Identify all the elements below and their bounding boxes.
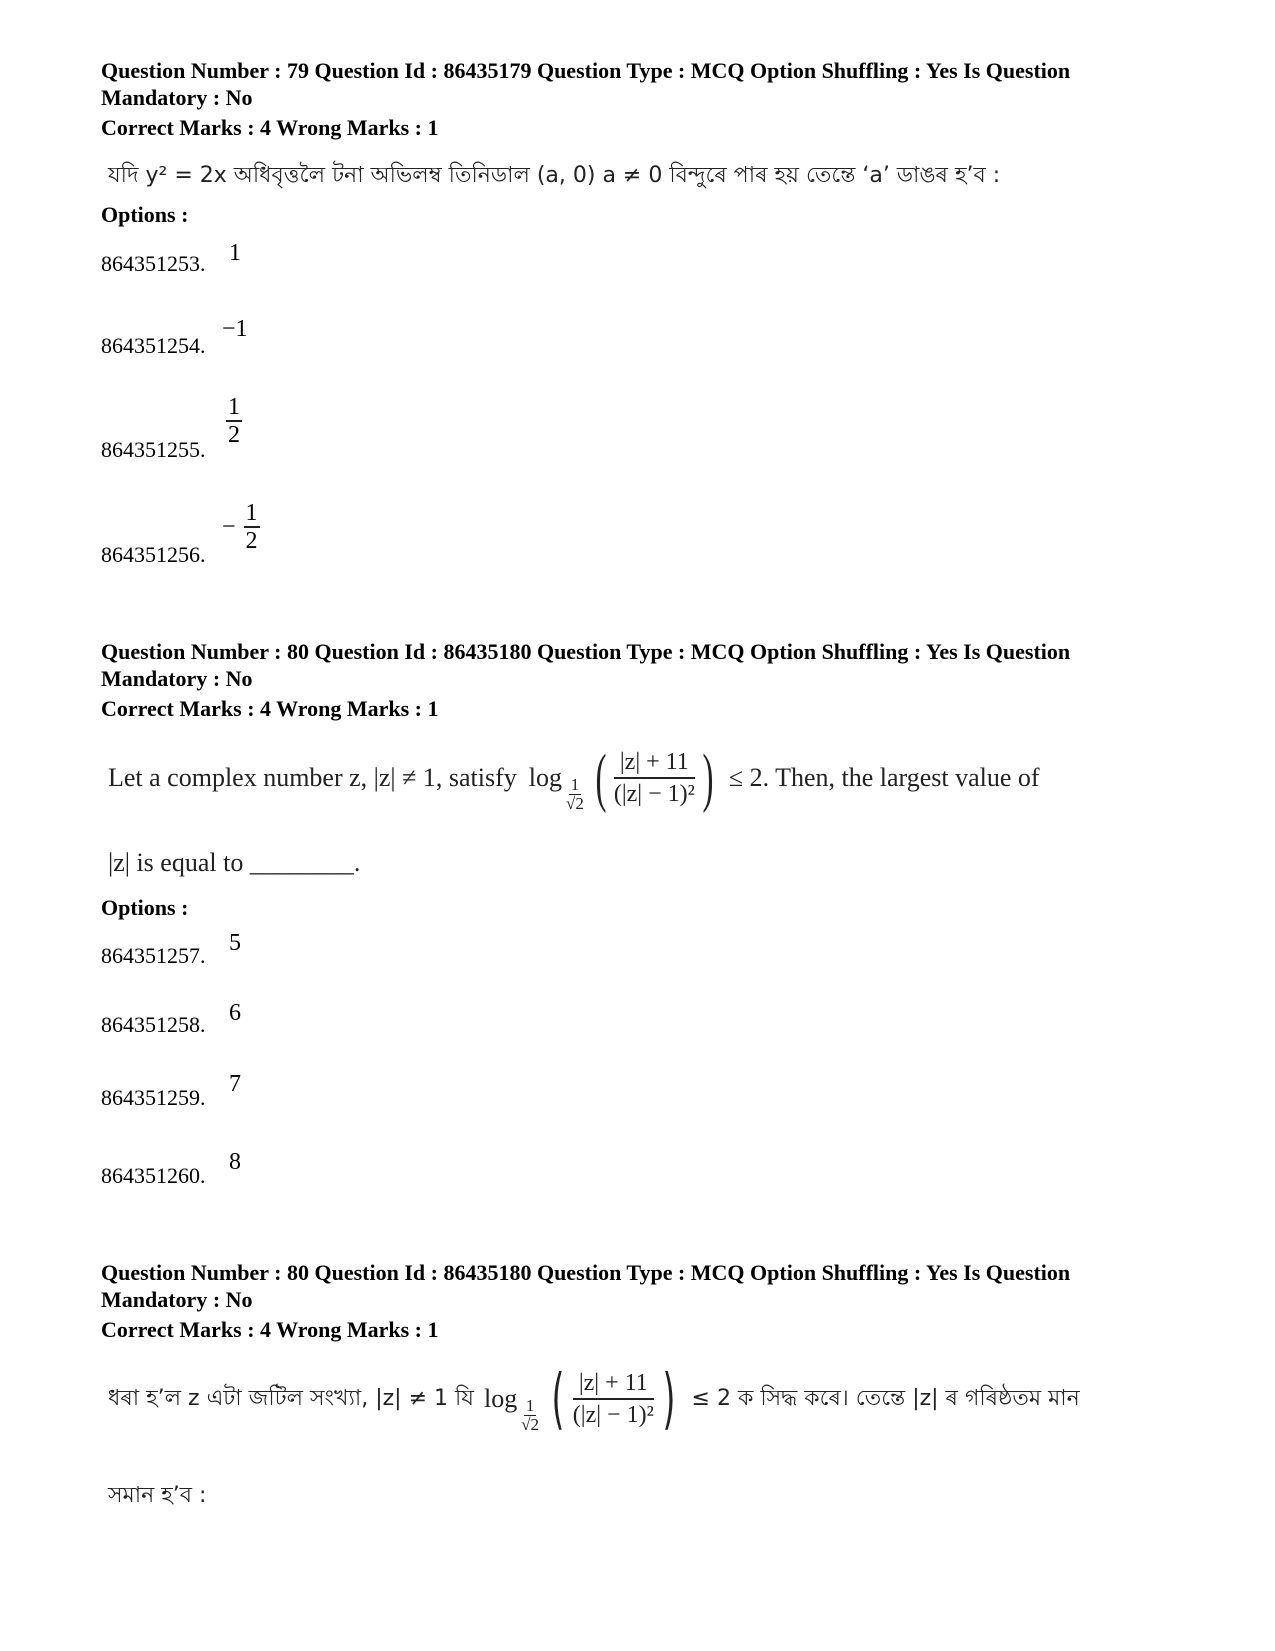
log-base-numerator: 1 [570,774,580,794]
log-base [566,776,584,813]
question-80-assamese-marks: Correct Marks : 4 Wrong Marks : 1 [101,1317,439,1342]
option-id: 864351259. [101,1085,206,1110]
text-pre: Let a complex number z, |z| ≠ 1, satisfy [108,763,517,792]
question-79-options-label: Options : [101,202,189,227]
question-80-text-line1 [108,737,1040,819]
minus-sign: − [222,513,236,540]
question-79-header: Question Number : 79 Question Id : 86435179 Question Type : MCQ Option Shuffling : Yes Is Question Mandatory : No [101,58,1071,110]
left-paren: ( [595,741,607,814]
fraction-denominator: 2 [245,528,258,554]
option-value: −1 [222,316,248,342]
option-value: 1 [229,240,241,266]
option-negative-fraction [222,500,260,554]
option-id: 864351255. [101,437,206,462]
argument-denominator: (|z| − 1)² [572,1402,654,1428]
option-value: 7 [229,1071,241,1097]
log-base-denominator: √2 [566,793,584,813]
log-base [521,1397,539,1434]
argument-numerator: |z| + 11 [573,1368,654,1400]
option-id: 864351256. [101,542,206,567]
text-post: ≤ 2 ক সিদ্ধ কৰে। তেন্তে |z| ৰ গৰিষ্ঠতম মান [691,1385,1080,1411]
option-id: 864351254. [101,333,206,358]
right-paren: ) [702,741,714,814]
fraction-numerator: 1 [245,500,258,526]
text-pre: ধৰা হ’ল z এটা জটিল সংখ্যা, |z| ≠ 1 যি [108,1385,474,1411]
question-79-marks: Correct Marks : 4 Wrong Marks : 1 [101,115,439,140]
question-80-header: Question Number : 80 Question Id : 86435180 Question Type : MCQ Option Shuffling : Yes Is Question Mandatory : No [101,639,1071,691]
question-80-assamese-header: Question Number : 80 Question Id : 86435180 Question Type : MCQ Option Shuffling : Yes Is Question Mandatory : No [101,1260,1071,1312]
text-post: ≤ 2. Then, the largest value of [728,763,1040,792]
question-80-assamese-text-line2: সমান হ’ব : [108,1483,207,1508]
option-id: 864351257. [101,943,206,968]
option-value: 6 [229,1000,241,1026]
log-base-numerator: 1 [525,1395,535,1415]
right-paren: ) [662,1360,676,1437]
log-label: log [528,763,563,792]
question-80-options-label: Options : [101,895,189,920]
option-fraction [226,394,242,448]
option-id: 864351258. [101,1012,206,1037]
option-id: 864351253. [101,251,206,276]
question-80-marks: Correct Marks : 4 Wrong Marks : 1 [101,696,439,721]
log-base-denominator: √2 [521,1414,540,1434]
log-argument [614,747,695,809]
log-argument [573,1368,654,1430]
option-value: 8 [229,1149,241,1175]
option-value: 5 [229,930,241,956]
log-label: log [483,1384,518,1413]
question-79-text: যদি y² = 2x অধিবৃত্তলৈ টনা অভিলম্ব তিনিডাল (a, 0) a ≠ 0 বিন্দুৰে পাৰ হয় তেন্তে ‘a’ ডাঙৰ হ’ব : [108,163,1001,188]
option-id: 864351260. [101,1163,206,1188]
argument-denominator: (|z| − 1)² [613,781,695,807]
fraction-denominator: 2 [228,422,240,448]
option-fraction [244,500,260,554]
question-80-assamese-text-line1 [108,1358,1080,1440]
argument-numerator: |z| + 11 [614,747,695,779]
fraction-numerator: 1 [228,394,240,420]
left-paren: ( [551,1360,565,1437]
question-80-text-line2: |z| is equal to ________. [108,848,361,877]
